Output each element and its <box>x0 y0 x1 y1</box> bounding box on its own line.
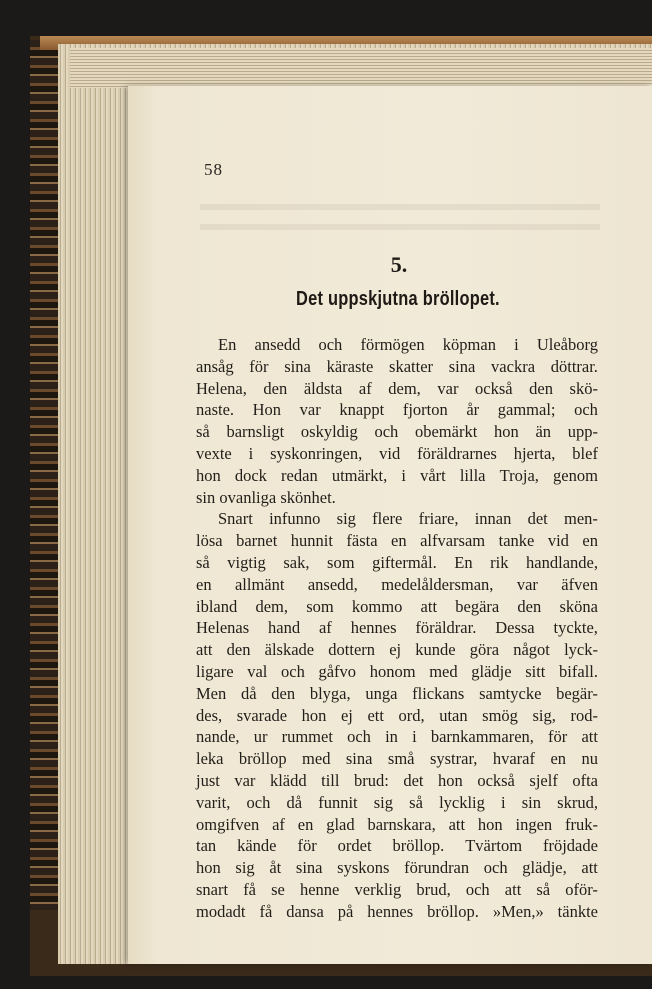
text-line <box>196 356 598 378</box>
word: sina <box>448 356 476 376</box>
word: sjelf <box>529 770 558 790</box>
word: rik <box>490 552 509 572</box>
word: något <box>513 640 550 660</box>
text-line <box>196 487 598 509</box>
word: barnkammaren, <box>430 727 534 747</box>
word: fruk- <box>565 814 598 834</box>
text-line <box>196 334 598 356</box>
text-line <box>196 857 598 879</box>
word: flickans <box>412 683 465 703</box>
word: skrud, <box>557 792 598 812</box>
word: för <box>548 727 568 747</box>
word: tänkte <box>557 901 598 921</box>
word: begär- <box>556 683 598 703</box>
word: dem, <box>255 596 288 616</box>
word: lyck- <box>564 640 598 660</box>
text-line <box>196 770 598 792</box>
word: med <box>429 661 458 681</box>
word: samtycke <box>479 683 542 703</box>
word: så <box>196 422 210 442</box>
word: redan <box>281 465 318 485</box>
word: Uleåborg <box>536 335 598 354</box>
text-line <box>196 814 598 836</box>
text-run: sin ovanliga skönhet. <box>196 487 336 507</box>
word: naste. <box>196 400 235 420</box>
book-spine <box>30 40 60 910</box>
word: bröllop. <box>427 901 479 921</box>
word: och <box>347 727 371 747</box>
word: vigtig <box>227 552 266 572</box>
word: giftermål. <box>372 552 437 572</box>
word: innan <box>474 509 512 529</box>
word: lycklig <box>439 792 485 812</box>
bleed-through-text <box>200 190 600 240</box>
word: ibland <box>196 596 238 616</box>
word: år <box>466 400 480 420</box>
text-line <box>196 901 598 923</box>
text-line <box>196 552 598 574</box>
word: hon <box>438 770 463 790</box>
word: i <box>401 465 406 485</box>
chapter-number: 5. <box>390 252 408 277</box>
word: ej <box>340 705 353 725</box>
word: vid <box>379 443 401 463</box>
word: var <box>437 378 459 398</box>
word: knappt <box>339 400 385 420</box>
word: fröjdade <box>542 836 598 856</box>
word: föräldrar. <box>415 618 477 638</box>
word: att <box>420 596 438 616</box>
word: förundran <box>404 858 470 878</box>
word: skö- <box>569 378 598 398</box>
word: unga <box>365 683 398 703</box>
word: allmänt <box>234 574 285 594</box>
word: var <box>299 400 321 420</box>
word: smög <box>482 705 518 725</box>
word: föräldrarnes <box>417 443 497 463</box>
word: val <box>247 661 268 681</box>
word: Helenas <box>196 618 250 638</box>
word: den <box>263 378 288 398</box>
text-line <box>196 399 598 421</box>
word: Men <box>196 683 227 703</box>
word: ofta <box>572 770 598 790</box>
word: ord, <box>398 705 425 725</box>
word: på <box>337 901 354 921</box>
word: också <box>475 378 513 398</box>
word: vexte <box>196 443 232 463</box>
word: ingen <box>515 814 553 834</box>
body-text <box>196 334 598 923</box>
word: en <box>297 814 314 834</box>
word: också <box>477 770 515 790</box>
word: ansedd <box>254 335 301 354</box>
word: nande, <box>196 727 240 747</box>
word: bröllop <box>238 749 287 769</box>
word: sitt <box>525 661 546 681</box>
word: i <box>501 792 506 812</box>
word: bifall. <box>559 661 598 681</box>
word: gåfvo <box>318 661 357 681</box>
word: lösa <box>196 531 223 551</box>
word: oskyldig <box>300 422 358 442</box>
word: vackra <box>491 356 536 376</box>
word: och <box>246 792 271 812</box>
word: dem, <box>388 378 421 398</box>
word: des, <box>196 705 223 725</box>
text-line <box>196 726 598 748</box>
word: genom <box>553 465 598 485</box>
word: vårt <box>420 465 446 485</box>
word: kommo <box>351 596 403 616</box>
word: hjerta, <box>513 443 556 463</box>
text-line <box>196 530 598 552</box>
word: en <box>391 531 407 551</box>
word: syskons <box>337 858 390 878</box>
text-line <box>196 465 598 487</box>
word: Troja, <box>499 465 539 485</box>
chapter-title: Det uppskjutna bröllopet. <box>296 288 500 310</box>
word: hon <box>196 465 221 485</box>
word: hon <box>196 858 221 878</box>
word: af <box>358 378 372 398</box>
text-line <box>196 596 598 618</box>
word: modadt <box>196 901 246 921</box>
word: af <box>272 814 285 834</box>
word: hunnit <box>290 531 333 551</box>
word: upp- <box>567 422 598 442</box>
word: med <box>302 749 331 769</box>
word: och <box>374 422 399 442</box>
word: äfven <box>561 574 598 594</box>
word: den <box>226 640 251 660</box>
text-line <box>196 792 598 814</box>
word: »Men,» <box>492 901 544 921</box>
word: barnsligt <box>226 422 285 442</box>
word: och <box>574 400 598 420</box>
word: glädje, <box>522 858 567 878</box>
word: än <box>535 422 552 442</box>
word: att <box>448 814 466 834</box>
word: alfvarsam <box>420 531 486 551</box>
text-line <box>196 683 598 705</box>
word: Tvärtom <box>465 836 523 856</box>
word: brud: <box>354 770 389 790</box>
word: älskade <box>264 640 315 660</box>
word: Dessa <box>495 618 535 638</box>
word: in <box>385 727 398 747</box>
word: gammal; <box>497 400 556 420</box>
word: så <box>409 792 423 812</box>
word: utan <box>439 705 468 725</box>
word: lilla <box>459 465 486 485</box>
word: sin <box>521 792 542 812</box>
text-line <box>196 574 598 596</box>
word: tanke <box>498 531 535 551</box>
word: det <box>403 770 424 790</box>
word: oför- <box>565 879 598 899</box>
word: och <box>483 858 508 878</box>
word: friare, <box>418 509 459 529</box>
word: att <box>196 640 213 660</box>
text-line <box>196 508 598 530</box>
word: i <box>248 443 254 463</box>
word: rummet <box>281 727 333 747</box>
word: barnet <box>236 531 278 551</box>
word: hand <box>268 618 301 638</box>
word: få <box>243 879 257 899</box>
word: för <box>249 356 269 376</box>
word: en <box>582 531 598 551</box>
word: verklig <box>354 879 402 899</box>
text-line <box>196 639 598 661</box>
word: flere <box>372 509 403 529</box>
word: åt <box>269 858 282 878</box>
word: då <box>286 792 303 812</box>
word: begära <box>455 596 500 616</box>
word: Helena, <box>196 378 247 398</box>
page-number: 58 <box>204 160 223 179</box>
word: ansedd, <box>307 574 358 594</box>
word: och <box>281 661 305 681</box>
word: af <box>318 618 332 638</box>
word: svarade <box>236 705 288 725</box>
word: nu <box>581 749 598 769</box>
word: den <box>517 596 542 616</box>
word: och <box>465 879 490 899</box>
word: klädd <box>269 770 307 790</box>
word: vid <box>547 531 569 551</box>
word: till <box>321 770 340 790</box>
word: rod- <box>570 705 598 725</box>
word: medelåldersman, <box>381 574 494 594</box>
word: den <box>529 378 553 398</box>
word: En <box>454 552 473 572</box>
word: omgifven <box>196 814 260 834</box>
word: fästa <box>346 531 378 551</box>
word: dansa <box>286 901 324 921</box>
word: barnskara, <box>367 814 436 834</box>
word: se <box>271 879 285 899</box>
word: infunno <box>269 509 321 529</box>
word: att <box>581 858 598 878</box>
word: det <box>527 509 548 529</box>
word: En <box>218 335 237 354</box>
word: hon <box>494 422 519 442</box>
text-line <box>196 443 598 465</box>
word: sina <box>295 858 323 878</box>
word: en <box>550 749 567 769</box>
word: den <box>271 683 296 703</box>
word: funnit <box>318 792 358 812</box>
word: döttrar. <box>550 356 598 376</box>
word: hvaraf <box>492 749 535 769</box>
word: ur <box>253 727 268 747</box>
word: att <box>581 727 598 747</box>
word: sig <box>336 509 356 529</box>
word: sina <box>345 749 373 769</box>
word: som <box>306 596 334 616</box>
word: bröllop. <box>392 836 445 856</box>
word: Snart <box>218 509 253 529</box>
word: brud, <box>416 879 451 899</box>
word: varit, <box>196 792 231 812</box>
word: sig <box>235 858 255 878</box>
word: snart <box>196 879 229 899</box>
text-line <box>196 748 598 770</box>
word: ett <box>367 705 384 725</box>
word: glad <box>326 814 355 834</box>
word: men- <box>564 509 598 529</box>
word: tyckte, <box>553 618 598 638</box>
word: för <box>297 836 317 856</box>
word: blyga, <box>309 683 351 703</box>
word: en <box>196 574 212 594</box>
text-line <box>196 705 598 727</box>
word: var <box>234 770 256 790</box>
word: fjorton <box>402 400 448 420</box>
word: kunde <box>415 640 456 660</box>
word: små <box>387 749 415 769</box>
word: var <box>516 574 538 594</box>
word: som <box>327 552 355 572</box>
text-line <box>196 421 598 443</box>
word: i <box>514 335 519 354</box>
word: kände <box>237 836 277 856</box>
text-line <box>196 879 598 901</box>
word: dock <box>234 465 267 485</box>
word: systrar, <box>429 749 478 769</box>
word: blef <box>572 443 598 463</box>
word: sina <box>284 356 311 376</box>
word: i <box>412 727 417 747</box>
word: hennes <box>367 901 414 921</box>
word: dottern <box>328 640 376 660</box>
word: skatter <box>389 356 434 376</box>
word: leka <box>196 749 224 769</box>
word: göra <box>469 640 500 660</box>
word: syskonringen, <box>270 443 363 463</box>
word: just <box>196 770 220 790</box>
word: så <box>536 879 551 899</box>
word: hon <box>301 705 327 725</box>
word: ansåg <box>196 356 234 376</box>
word: få <box>259 901 273 921</box>
word: ordet <box>337 836 372 856</box>
word: ligare <box>196 661 234 681</box>
word: obemärkt <box>414 422 478 442</box>
word: hennes <box>350 618 397 638</box>
word: henne <box>299 879 340 899</box>
word: hon <box>477 814 503 834</box>
page-stack-top <box>70 48 652 88</box>
word: och <box>318 335 343 354</box>
word: köpman <box>442 335 496 354</box>
word: handlande, <box>526 552 598 572</box>
word: käraste <box>326 356 374 376</box>
text-line <box>196 378 598 400</box>
word: sig <box>373 792 394 812</box>
word: då <box>240 683 257 703</box>
word: ej <box>389 640 402 660</box>
text-line <box>196 661 598 683</box>
word: utmärkt, <box>331 465 388 485</box>
word: att <box>504 879 522 899</box>
word: äldsta <box>303 378 343 398</box>
word: honom <box>369 661 416 681</box>
word: glädje <box>471 661 512 681</box>
text-line <box>196 617 598 639</box>
word: Hon <box>252 400 282 420</box>
text-line <box>196 835 598 857</box>
word: sköna <box>559 596 598 616</box>
word: förmögen <box>360 335 425 354</box>
word: så <box>196 552 210 572</box>
word: sig, <box>532 705 556 725</box>
word: sak, <box>283 552 310 572</box>
word: tan <box>196 836 217 856</box>
